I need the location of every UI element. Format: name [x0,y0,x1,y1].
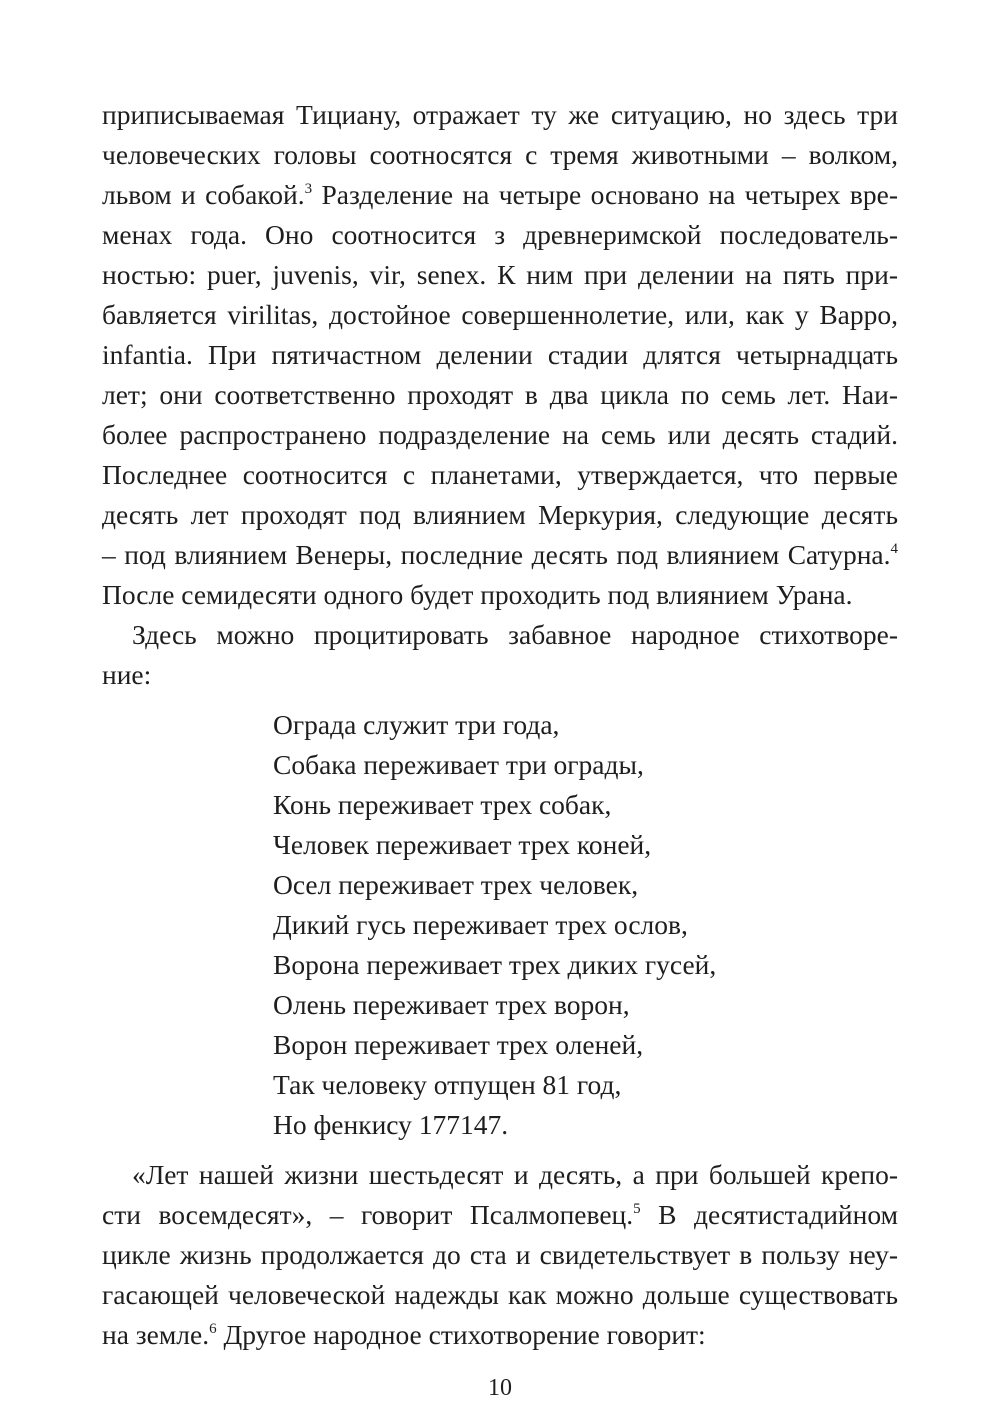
footnote-ref-5[interactable]: 5 [633,1201,641,1217]
footnote-ref-4[interactable]: 4 [890,541,898,557]
verse-line: Собака переживает три ограды, [273,749,644,780]
text-line: «Лет нашей жизни шестьдесят и десять, а при большей крепо- [132,1159,898,1190]
text-line: менах года. Оно соотносится з древнеримской последователь- [102,219,898,250]
text-line: львом и собакой.$^3$ Разделение на четыре основано на четырех вре- [102,179,898,210]
text-line: infantia. При пятичастном делении стадии длятся четырнадцать [102,339,898,370]
verse-line: Дикий гусь переживает трех ослов, [273,909,688,940]
text-line: Последнее соотносится с планетами, утверждается, что первые [102,459,898,490]
text-line: После семидесяти одного будет проходить под влиянием Урана. [102,579,853,610]
text-line: на земле.$^6$ Другое народное стихотворение говорит: [102,1319,706,1350]
text-line: приписываемая Тициану, отражает ту же ситуацию, но здесь три [102,99,898,130]
text-line: десять лет проходят под влиянием Меркурия, следующие десять [102,499,898,530]
verse-line: Олень переживает трех ворон, [273,989,630,1020]
text-line: гасающей человеческой надежды как можно дольше существовать [102,1279,898,1310]
text-line: сти восемдесят», – говорит Псалмопевец.$^5$ В десятистадийном [102,1199,898,1230]
footnote-ref-6[interactable]: 6 [209,1321,217,1337]
verse-line: Так человеку отпущен 81 год, [273,1069,622,1100]
verse-line: Ограда служит три года, [273,709,560,740]
verse-line: Осел переживает трех человек, [273,869,639,900]
text-line: ние: [102,659,152,690]
text-line: бавляется virilitas, достойное совершеннолетие, или, как у Варро, [102,299,898,330]
text-line: – под влиянием Венеры, последние десять под влиянием Сатурна.$^4$ [102,539,898,570]
text-line: более распространено подразделение на семь или десять стадий. [102,419,898,450]
verse-line: Ворон переживает трех оленей, [273,1029,644,1060]
text-line: ностью: puer, juvenis, vir, senex. К ним при делении на пять при- [102,259,898,290]
verse-line: Ворона переживает трех диких гусей, [273,949,717,980]
verse-line: Конь переживает трех собак, [273,789,612,820]
text-line: цикле жизнь продолжается до ста и свидетельствует в пользу неу- [102,1239,898,1270]
verse-line: Человек переживает трех коней, [273,829,652,860]
page-number: 10 [488,1375,512,1401]
verse-line: Но фенкису 177147. [273,1109,509,1140]
footnote-ref-3[interactable]: 3 [304,181,313,197]
text-line: лет; они соответственно проходят в два цикла по семь лет. Наи- [102,379,898,410]
text-line: Здесь можно процитировать забавное народное стихотворе- [132,619,898,650]
text-line: человеческих головы соотносятся с тремя животными – волком, [102,139,898,170]
